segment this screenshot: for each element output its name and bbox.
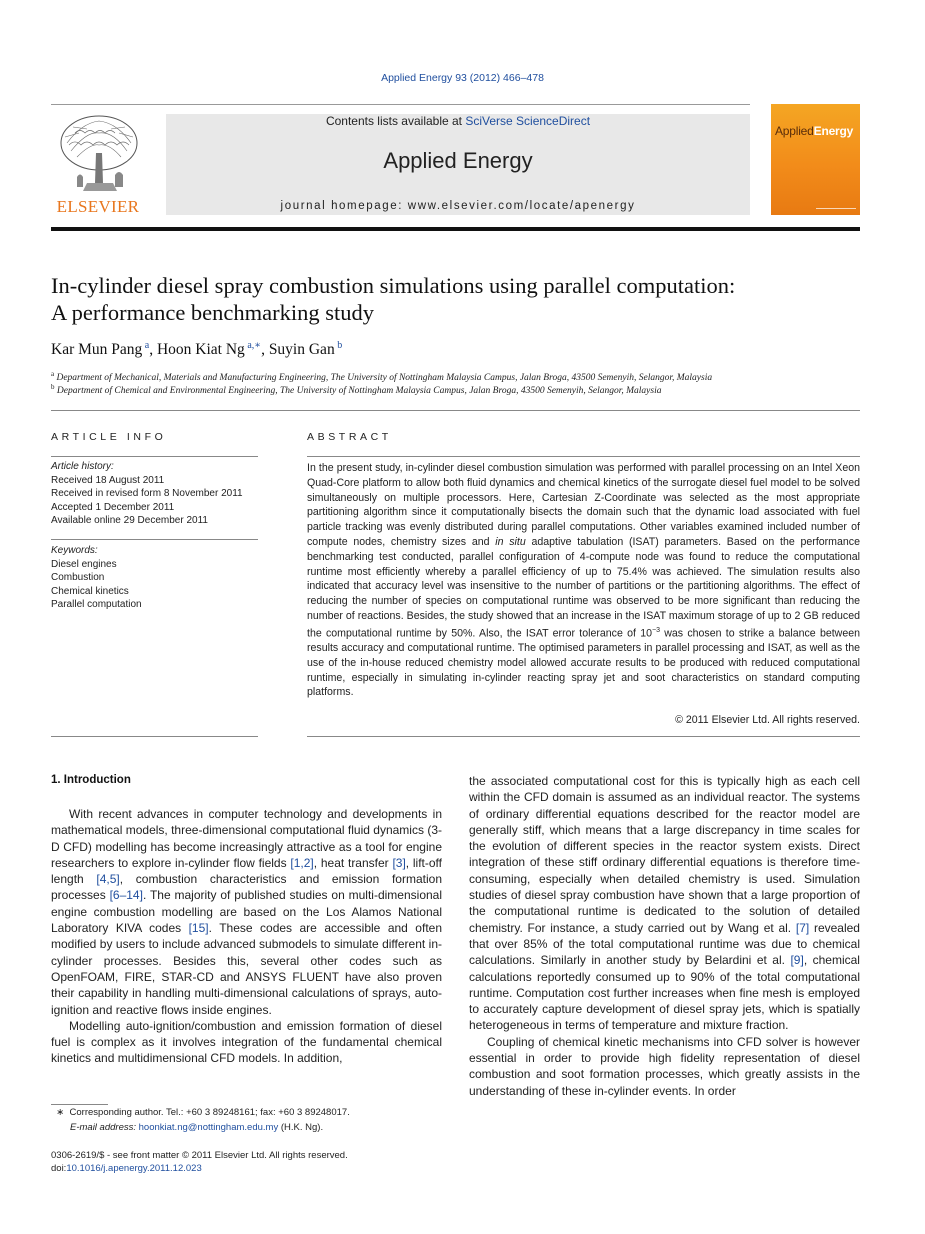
cover-title-b: Energy	[813, 124, 854, 138]
text-run: , heat transfer	[313, 855, 393, 870]
author-name[interactable]: Kar Mun Pang	[51, 341, 143, 359]
author-separator: ,	[149, 341, 157, 359]
citation-link[interactable]: [7]	[795, 920, 810, 935]
keyword: Chemical kinetics	[51, 585, 129, 597]
contents-line	[166, 114, 750, 128]
email-link[interactable]: hoonkiat.ng@nottingham.edu.my	[138, 1122, 279, 1133]
email-suffix: (H.K. Ng).	[278, 1122, 324, 1133]
abstract-part: adaptive tabulation (ISAT) parameters. Based on the performance benchmarking test conducted, parallel configuration of 4-compute node was found to reduce the computational runtime most efficiently whereby a parallel efficiency of up to 75.4% was achieved. The simulation results also indicated that accuracy level was insensitive to the number of partitions or the partitioning algorithms. The effect of reducing the number of species on computational runtime was observed to be more significant than reducing the number of reactions. Besides, the study showed that an increase in the ISAT maximum storage of up to 2 GB reduced the computational runtime by 50%. Also, the ISAT error tolerance of 10	[307, 535, 860, 640]
doi-label: doi:	[51, 1163, 67, 1174]
abstract-text	[307, 461, 860, 700]
text-run: With recent advances in computer technology and developments in mathematical models, three-dimensional computational fluid dynamics (3-D CFD) modelling has become increasingly attractive as a tool for engine researchers to explore in-cylinder flow fields	[51, 807, 442, 870]
footnote-star: ∗	[56, 1107, 65, 1118]
left-column	[51, 806, 442, 1067]
article-info-heading: ARTICLE INFO	[51, 431, 167, 443]
text-run: . The majority of published studies on multi-dimensional engine combustion modelling are based on the Los Alamos National Laboratory KIVA codes	[51, 888, 442, 936]
email-label: E-mail address:	[70, 1122, 139, 1133]
keywords-rule	[51, 539, 258, 540]
journal-banner	[166, 114, 750, 215]
abstract-italic: in situ	[495, 535, 526, 548]
author-name[interactable]: Hoon Kiat Ng	[156, 341, 245, 359]
citation-link[interactable]: [6–14]	[109, 888, 143, 903]
sciencedirect-link[interactable]: SciVerse ScienceDirect	[465, 114, 591, 128]
keyword: Diesel engines	[51, 558, 117, 570]
citation-link[interactable]: [9]	[790, 953, 804, 968]
author-separator: ,	[261, 341, 269, 359]
section-rule	[51, 410, 860, 411]
affil-text: Department of Chemical and Environmental Engineering, The University of Nottingham Malaysia Campus, Jalan Broga, 43500 Semenyih, Selangor, Malaysia	[56, 386, 662, 397]
article-info-rule	[51, 456, 258, 457]
keywords	[51, 544, 261, 612]
contents-prefix: Contents lists available at	[325, 114, 466, 128]
header-rule	[51, 104, 750, 105]
author-affil-mark[interactable]: a,∗	[247, 340, 262, 351]
cover-title-a: Applied	[775, 124, 814, 138]
abstract-heading: ABSTRACT	[307, 431, 392, 443]
author-list	[51, 340, 342, 359]
history-item: Available online 29 December 2011	[51, 515, 208, 526]
text-run: , chemical calculations reportedly consumed up to 90% of the total computational runtime. Computation cost further increases when fine mesh is employed to accurately capture development of diesel spray jets, which is spatially heterogeneous in terms of temperature and mixture fraction.	[469, 953, 860, 1033]
affiliation-b	[51, 383, 661, 396]
journal-cover-thumbnail[interactable]	[771, 104, 860, 215]
abstract-bottom-rule	[307, 736, 860, 737]
keyword: Combustion	[51, 572, 105, 583]
history-item: Accepted 1 December 2011	[51, 501, 175, 513]
history-label: Article history:	[51, 461, 114, 472]
publisher-wordmark: ELSEVIER	[56, 197, 140, 216]
citation-link[interactable]: [1,2]	[290, 855, 314, 870]
text-run: , lift-off length	[51, 855, 443, 887]
front-matter-line: 0306-2619/$ - see front matter © 2011 Elsevier Ltd. All rights reserved.	[51, 1150, 348, 1161]
right-column	[469, 773, 860, 1099]
text-run: revealed that over 85% of the total computational runtime was due to chemical calculations. Similarly in another study by Belardini et al.	[469, 920, 860, 968]
title-line-1: In-cylinder diesel spray combustion simulations using parallel computation:	[51, 273, 736, 298]
doi-link[interactable]: 10.1016/j.apenergy.2011.12.023	[66, 1163, 202, 1174]
citation-link[interactable]: [15]	[188, 921, 209, 936]
intro-paragraph	[469, 773, 860, 1034]
elsevier-tree-icon	[57, 113, 141, 195]
elsevier-logo[interactable]	[51, 113, 145, 217]
affil-mark: b	[51, 383, 55, 391]
citation-link[interactable]: [4,5]	[96, 872, 120, 887]
intro-paragraph: Coupling of chemical kinetic mechanisms into CFD solver is however essential in order to provide high fidelity representation of diesel combustion and soot formation processes, which greatly assists in the understanding of these in-cylinder events. In order	[469, 1034, 860, 1098]
keywords-label: Keywords:	[51, 545, 98, 556]
journal-homepage[interactable]: journal homepage: www.elsevier.com/locate/apenergy	[280, 200, 636, 212]
abstract-copyright: © 2011 Elsevier Ltd. All rights reserved.	[675, 714, 860, 726]
journal-reference[interactable]: Applied Energy 93 (2012) 466–478	[381, 72, 544, 84]
author-affil-mark[interactable]: b	[337, 340, 343, 351]
intro-paragraph: Modelling auto-ignition/combustion and emission formation of diesel fuel is complex as it involves integration of the fundamental chemical kinetics and multidimensional CFD models. In addition,	[51, 1018, 442, 1066]
journal-name: Applied Energy	[383, 148, 533, 173]
doi-line	[51, 1163, 202, 1174]
author-affil-mark[interactable]: a	[144, 340, 150, 351]
citation-link[interactable]: [3]	[392, 855, 406, 870]
abstract-rule	[307, 456, 860, 457]
abstract-part: was chosen to strike a balance between results accuracy and computational runtime. The optimised parameters in parallel processing and ISAT, as well as the use of the in-house reduced chemistry model allowed accurate results to be produced with reduced computational runtime, especially in simulating in-cylinder reacting spray jet and soot characteristics on standard computing platforms.	[307, 627, 861, 699]
history-item: Received 18 August 2011	[51, 474, 165, 486]
email-note	[70, 1122, 470, 1133]
title-line-2: A performance benchmarking study	[51, 300, 375, 325]
article-title	[51, 272, 871, 326]
article-history	[51, 460, 261, 528]
abstract-exponent: −3	[652, 626, 660, 634]
abstract-part: In the present study, in-cylinder diesel combustion simulation was performed with parallel processing on an Intel Xeon Quad-Core platform to allow both fluid dynamics and chemical kinetics of the surrogate diesel fuel model to be solved simultaneously on multiple processors. Here, Cartesian Z-Coordinate was selected as the most appropriate partitioning algorithm since it computationally bisects the domain such that the dynamic load associated with fuel particle tracking was evenly distributed during parallel computations. Other variables examined included number of compute nodes, chemistry sizes and	[307, 462, 860, 548]
corresponding-author-note	[51, 1107, 451, 1118]
intro-paragraph	[51, 806, 442, 1018]
footnote-rule	[51, 1104, 108, 1105]
author-name[interactable]: Suyin Gan	[268, 341, 335, 359]
footnote-text: Corresponding author. Tel.: +60 3 89248161; fax: +60 3 89248017.	[69, 1107, 350, 1118]
affil-text: Department of Mechanical, Materials and Manufacturing Engineering, The University of Nottingham Malaysia Campus, Jalan Broga, 43500 Semenyih, Selangor, Malaysia	[56, 373, 713, 384]
keyword: Parallel computation	[51, 599, 142, 610]
header-thick-rule	[51, 227, 860, 231]
article-info-bottom-rule	[51, 736, 258, 737]
intro-heading: 1. Introduction	[51, 774, 131, 786]
cover-decoration	[816, 208, 856, 209]
affiliation-a	[51, 370, 712, 383]
text-run: . These codes are accessible and often modified by users to include advanced submodels to simulate different in-cylinder processes. Besides this, several other codes such as OpenFOAM, FIRE, STAR-CD and ANSYS FLUENT have also proven their capability in handling multi-dimensional calculations of sprays, auto-ignition and reactive flows inside engines.	[51, 921, 442, 1017]
cover-title	[775, 124, 853, 138]
affil-mark: a	[51, 370, 55, 378]
history-item: Received in revised form 8 November 2011	[51, 488, 243, 499]
text-run: , combustion characteristics and emission formation processes	[51, 872, 442, 903]
text-run: the associated computational cost for this is typically high as each cell within the CFD domain is assumed as an individual reactor. The systems of ordinary differential equations described for the reactor model are generally stiff, which means that a large discrepancy in time scales for the evolution of different species in the reactor system exists. Direct integration of these stiff ordinary differential equations is therefore time-consuming, especially when detailed chemistry is used. Simulation studies of diesel spray combustion have shown that a large proportion of the computational runtime is dedicated to the solution of detailed chemistry. For instance, a study carried out by Wang et al.	[469, 774, 860, 935]
